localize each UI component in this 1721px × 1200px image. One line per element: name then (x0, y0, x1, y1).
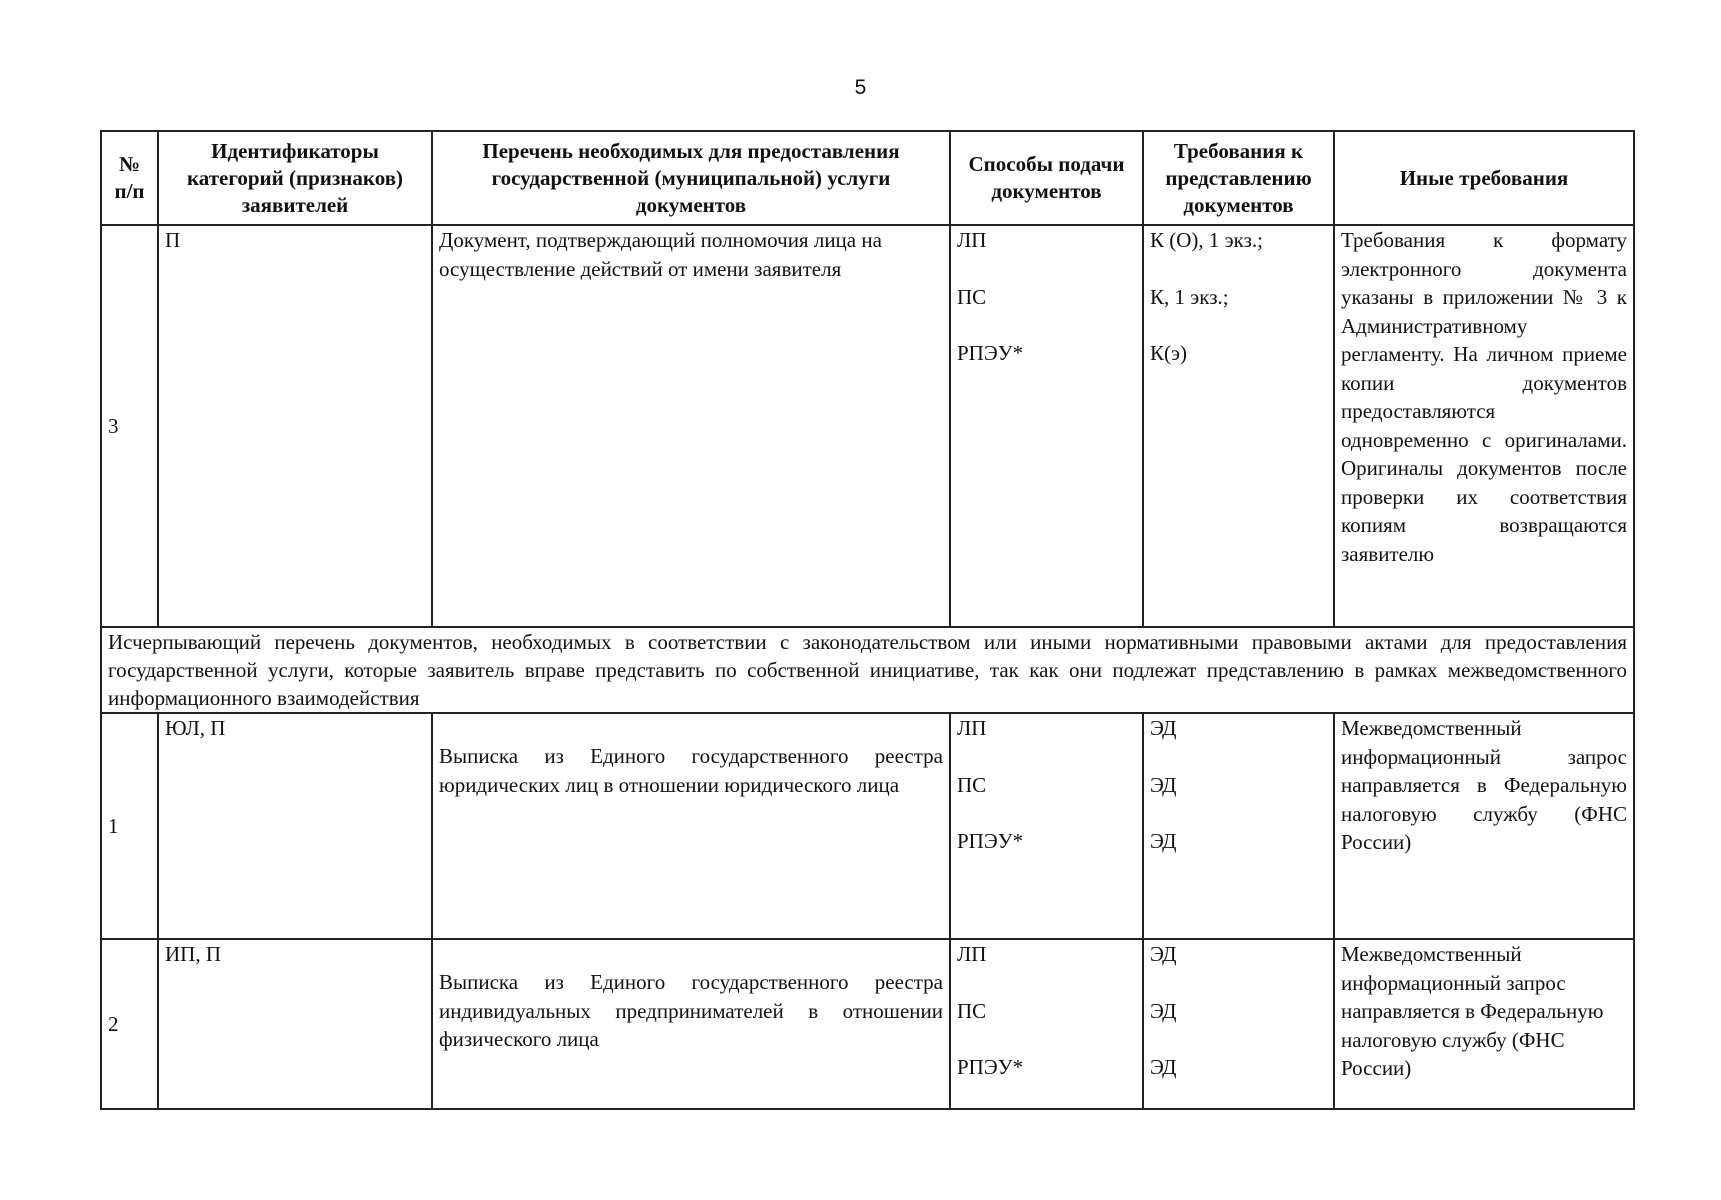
requirement-item: ЭД (1150, 942, 1177, 966)
other-requirements: Требования к формату электронного документа указаны в приложении № 3 к Административному регламенту. На личном приеме копии документов предоставляются одновременно с оригиналами. Оригиналы документов после проверки их соответствия копиям возвращаются заявителю (1334, 225, 1634, 627)
applicant-category: ЮЛ, П (158, 713, 432, 939)
section-heading-row (101, 627, 1634, 713)
submission-requirements (1143, 939, 1334, 1109)
requirements-table (100, 130, 1635, 1110)
method-item: ЛП (957, 942, 987, 966)
method-item: ПС (957, 998, 987, 1023)
document-name: Выписка из Единого государственного реестра юридических лиц в отношении юридического лица (432, 713, 950, 939)
other-requirements: Межведомственный информационный запрос направляется в Федеральную налоговую службу (ФНС России) (1334, 939, 1634, 1109)
table-row (101, 939, 1634, 1109)
method-item: РПЭУ* (957, 1055, 1024, 1079)
row-number: 2 (101, 939, 158, 1109)
table-row (101, 225, 1634, 627)
header-requirements: Требования к представлению документов (1143, 131, 1334, 225)
applicant-category: П (158, 225, 432, 627)
requirement-item: К (О), 1 экз.; (1150, 228, 1263, 252)
method-item: ЛП (957, 228, 987, 252)
submission-requirements (1143, 225, 1334, 627)
requirement-item: ЭД (1150, 1055, 1177, 1079)
submission-methods (950, 225, 1143, 627)
header-methods: Способы подачи документов (950, 131, 1143, 225)
method-item: ЛП (957, 716, 987, 740)
document-name: Документ, подтверждающий полномочия лица на осуществление действий от имени заявителя (432, 225, 950, 627)
requirement-item: К, 1 экз.; (1150, 284, 1229, 309)
header-num: № п/п (101, 131, 158, 225)
submission-methods (950, 713, 1143, 939)
other-requirements: Межведомственный информационный запрос направляется в Федеральную налоговую службу (ФНС России) (1334, 713, 1634, 939)
applicant-category: ИП, П (158, 939, 432, 1109)
header-documents: Перечень необходимых для предоставления государственной (муниципальной) услуги документов (432, 131, 950, 225)
requirement-item: ЭД (1150, 772, 1177, 797)
header-other: Иные требования (1334, 131, 1634, 225)
header-row (101, 131, 1634, 225)
requirement-item: ЭД (1150, 998, 1177, 1023)
table-row (101, 713, 1634, 939)
method-item: ПС (957, 772, 987, 797)
submission-methods (950, 939, 1143, 1109)
document-name: Выписка из Единого государственного реестра индивидуальных предпринимателей в отношении физического лица (432, 939, 950, 1109)
requirement-item: К(э) (1150, 341, 1188, 365)
method-item: ПС (957, 284, 987, 309)
submission-requirements (1143, 713, 1334, 939)
section-heading: Исчерпывающий перечень документов, необходимых в соответствии с законодательством или иными нормативными правовыми актами для предоставления государственной услуги, которые заявитель вправе представить по собственной инициативе, так как они подлежат представлению в рамках межведомственного информационного взаимодействия (101, 627, 1634, 713)
requirement-item: ЭД (1150, 716, 1177, 740)
method-item: РПЭУ* (957, 341, 1024, 365)
method-item: РПЭУ* (957, 829, 1024, 853)
row-number: 1 (101, 713, 158, 939)
page-number: 5 (854, 76, 867, 99)
row-number: 3 (101, 225, 158, 627)
header-categories: Идентификаторы категорий (признаков) заявителей (158, 131, 432, 225)
requirement-item: ЭД (1150, 829, 1177, 853)
